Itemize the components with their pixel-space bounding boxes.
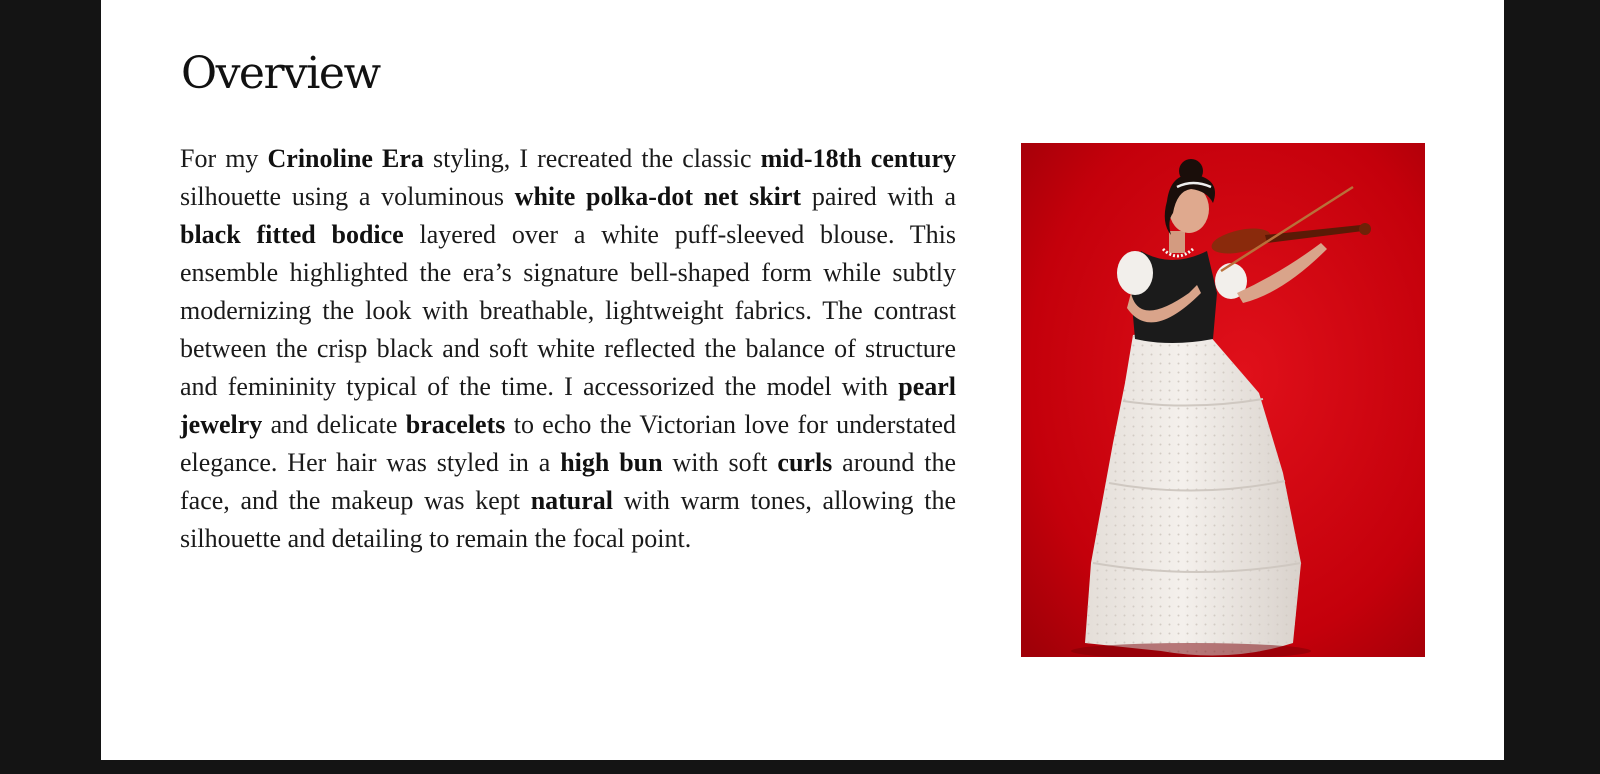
neck <box>1169 231 1185 253</box>
emphasis-natural: natural <box>530 486 614 515</box>
page-title: Overview <box>181 48 380 99</box>
text-segment: layered over a white puff-sleeved blouse. This ensemble highlighted the era’s signature bell-shaped form while subtly modernizing the look with breathable, lightweight fabrics. The contrast between the crisp black and soft white reflected the balance of structure and femininity typical of the time. I accessorized the model with <box>180 220 957 401</box>
left-sleeve <box>1117 251 1153 295</box>
emphasis-black-fitted-bodice: black fitted bodice <box>180 220 404 249</box>
emphasis-crinoline-era: Crinoline Era <box>267 144 424 173</box>
document-page <box>101 0 1504 760</box>
emphasis-mid-18th-century: mid-18th century <box>760 144 956 173</box>
text-segment: with soft <box>662 448 778 477</box>
text-segment: to echo the Victorian love for understated elegance. Her hair was styled in a <box>180 410 956 477</box>
violin-scroll <box>1359 223 1371 235</box>
model-illustration <box>1021 143 1425 657</box>
text-segment: and delicate <box>262 410 406 439</box>
hair-bun <box>1179 159 1203 183</box>
emphasis-polka-dot-skirt: white polka-dot net skirt <box>514 182 802 211</box>
emphasis-bracelets: bracelets <box>405 410 506 439</box>
text-segment: around the face, and the makeup was kept <box>180 448 956 515</box>
emphasis-pearl-jewelry: pearl jewelry <box>180 372 956 439</box>
text-segment: with warm tones, allowing the silhouette and detailing to remain the focal point. <box>180 486 956 553</box>
text-segment: styling, I recreated the classic <box>423 144 761 173</box>
text-segment: For my <box>180 144 268 173</box>
model-photo <box>1021 143 1425 657</box>
overview-paragraph <box>180 140 956 558</box>
emphasis-curls: curls <box>777 448 833 477</box>
emphasis-high-bun: high bun <box>560 448 663 477</box>
text-segment: paired with a <box>801 182 956 211</box>
text-segment: silhouette using a voluminous <box>180 182 515 211</box>
